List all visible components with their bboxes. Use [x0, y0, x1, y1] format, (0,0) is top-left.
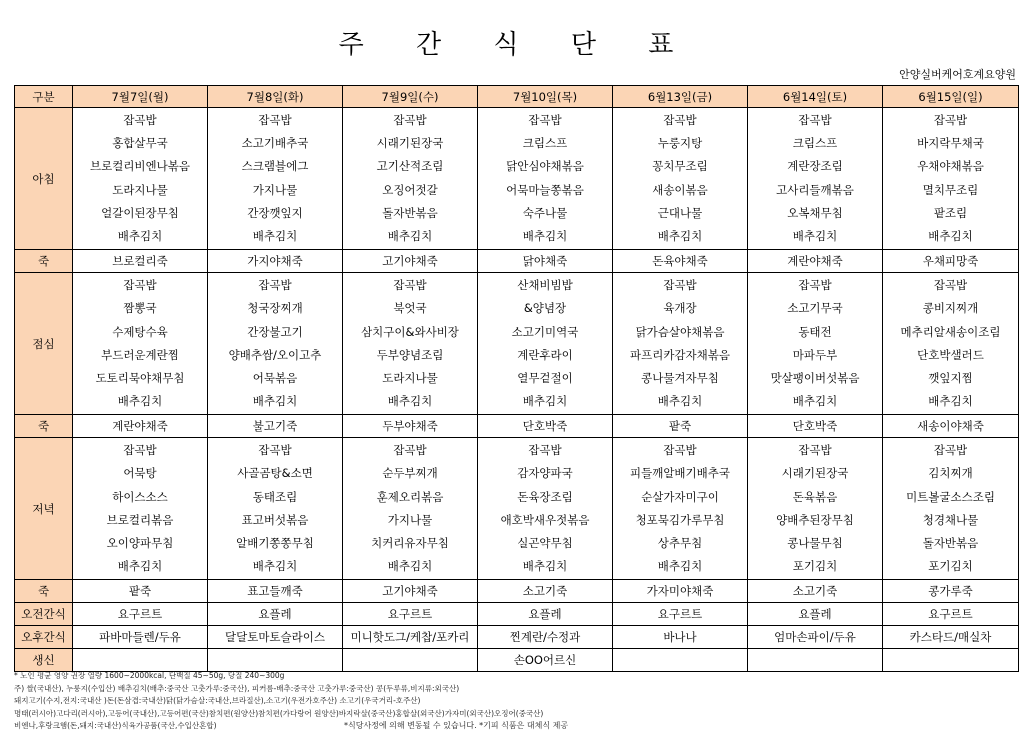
menu-item: 어묵마늘쫑볶음 — [506, 182, 584, 197]
breakfast-day-cell — [208, 108, 343, 250]
menu-item: 배추김치 — [117, 394, 163, 409]
breakfast-day-cell — [748, 108, 883, 250]
menu-item: 잡곡밥 — [258, 113, 292, 127]
menu-item: 멸치무조림 — [922, 182, 979, 197]
menu-item: 팥조림 — [933, 205, 968, 220]
menu-item: 알배기쫑쫑무침 — [236, 536, 314, 550]
menu-item: 잡곡밥 — [258, 278, 292, 293]
day-header: 7월7일(월) — [73, 86, 208, 108]
menu-item: 짬뽕국 — [123, 301, 157, 316]
breakfast-porridge-row — [15, 250, 1019, 273]
menu-item: 간장불고기 — [247, 324, 303, 339]
menu-item: 가지나물 — [252, 182, 298, 197]
menu-item: 동태조림 — [252, 489, 298, 504]
note-line: 명태(러시아)고다리(러시아),고등어(국내산),고등어편(국산)참치편(원양산)참치편(가다랑어 원양산)바지락살(중국산)홍합살(외국산)가자미(외국산)오징어(중국산) — [14, 708, 544, 718]
menu-item: 오징어젓갈 — [382, 182, 438, 197]
menu-item: 잡곡밥 — [933, 113, 968, 127]
lunch-label: 점심 — [15, 273, 73, 415]
dinner-day-cell — [748, 438, 883, 580]
pm-snack-day-cell: 파바마들렌/두유 — [73, 626, 208, 649]
lunch-porridge-day-cell: 단호박죽 — [478, 415, 613, 438]
menu-item: 배추김치 — [387, 394, 433, 409]
menu-item: 잡곡밥 — [123, 443, 157, 458]
note-line: 돼지고기(수지,전지:국내산 )돈(돈삼겹:국내산)닭(닭가슴살:국내산,브라질산),소고기(우전가호주산) 소고기(우국거리-호주산) — [14, 696, 421, 705]
menu-item: 잡곡밥 — [663, 113, 697, 127]
menu-item: 훈제오리볶음 — [376, 489, 444, 504]
breakfast-porridge-day-cell: 닭야채죽 — [478, 250, 613, 273]
breakfast-day-cell — [343, 108, 478, 250]
menu-item: 도토리묵야채무침 — [95, 370, 185, 385]
menu-item: 배추김치 — [522, 394, 568, 409]
lunch-day-cell — [883, 273, 1019, 415]
menu-item: 배추김치 — [522, 559, 568, 574]
am-snack-day-cell: 요구르트 — [883, 603, 1019, 626]
am-snack-day-cell: 요플레 — [478, 603, 613, 626]
dinner-day-cell — [613, 438, 748, 580]
birthday-day-cell — [613, 649, 748, 672]
menu-item: 포기김치 — [928, 559, 973, 574]
menu-item: 소고기배추국 — [241, 136, 309, 151]
breakfast-porridge-day-cell: 가지야채죽 — [208, 250, 343, 273]
menu-item: 고사리들깨볶음 — [776, 182, 854, 197]
menu-item: 고기산적조림 — [376, 159, 444, 174]
menu-item: 숙주나물 — [522, 205, 568, 220]
dinner-porridge-label: 죽 — [15, 580, 73, 603]
menu-item: 바지락무채국 — [917, 136, 984, 151]
page-title: 주 간 식 단 표 — [338, 30, 696, 60]
lunch-porridge-row — [15, 415, 1019, 438]
dinner-porridge-day-cell: 소고기죽 — [478, 580, 613, 603]
lunch-day-cell — [73, 273, 208, 415]
menu-item: 소고기무국 — [787, 301, 843, 316]
weekly-menu-table — [14, 85, 1019, 672]
birthday-day-cell — [748, 649, 883, 672]
am-snack-row — [15, 603, 1019, 626]
menu-item: 배추김치 — [792, 394, 838, 409]
birthday-day-cell — [883, 649, 1019, 672]
lunch-porridge-label: 죽 — [15, 415, 73, 438]
menu-item: 닭안심야채볶음 — [506, 159, 584, 174]
menu-item: 청경채나물 — [922, 512, 979, 527]
menu-item: 양배추된장무침 — [776, 512, 854, 527]
menu-item: 잡곡밥 — [933, 278, 968, 293]
lunch-porridge-day-cell: 단호박죽 — [748, 415, 883, 438]
breakfast-porridge-day-cell: 우채피망죽 — [883, 250, 1019, 273]
dinner-porridge-day-cell: 소고기죽 — [748, 580, 883, 603]
day-header: 7월8일(화) — [208, 86, 343, 108]
menu-item: 치커리유자무침 — [371, 536, 449, 550]
menu-item: 스크램블에그 — [241, 159, 309, 174]
menu-item: 잡곡밥 — [933, 443, 968, 458]
menu-item: 콩나물겨자무침 — [641, 370, 719, 385]
lunch-day-cell — [748, 273, 883, 415]
menu-item: 잡곡밥 — [663, 278, 697, 293]
menu-item: 수제탕수육 — [112, 324, 168, 339]
breakfast-day-cell — [73, 108, 208, 250]
day-header: 6월15일(일) — [883, 86, 1019, 108]
am-snack-label: 오전간식 — [15, 603, 73, 626]
day-header: 7월9일(수) — [343, 86, 478, 108]
dinner-row — [15, 438, 1019, 580]
menu-item: 배추김치 — [792, 228, 838, 243]
pm-snack-day-cell: 달달토마토슬라이스 — [208, 626, 343, 649]
note-line: * 노인 평균 영양 권장 열량 1600~2000kcal, 단백질 45~50g, 당질 240~300g — [14, 671, 285, 680]
lunch-porridge-day-cell: 두부야채죽 — [343, 415, 478, 438]
dinner-day-cell — [478, 438, 613, 580]
menu-item: 잡곡밥 — [393, 113, 427, 127]
dinner-day-cell — [343, 438, 478, 580]
lunch-day-cell — [478, 273, 613, 415]
menu-item: 계란장조림 — [787, 159, 843, 174]
dinner-porridge-day-cell: 고기야채죽 — [343, 580, 478, 603]
menu-item: 맛살팽이버섯볶음 — [770, 370, 860, 385]
am-snack-day-cell: 요구르트 — [343, 603, 478, 626]
menu-item: 잡곡밥 — [258, 443, 292, 458]
menu-item: 순두부찌개 — [382, 466, 438, 481]
menu-item: 배추김치 — [928, 228, 973, 243]
day-header: 6월14일(토) — [748, 86, 883, 108]
menu-item: 산채비빔밥 — [517, 278, 573, 293]
menu-item: 돌자반볶음 — [922, 536, 979, 550]
header-label: 구분 — [15, 86, 73, 108]
menu-item: 표고버섯볶음 — [241, 512, 309, 527]
menu-item: 배추김치 — [252, 559, 298, 574]
menu-item: 간장깻잎지 — [247, 205, 303, 220]
menu-item: 포기김치 — [792, 559, 838, 574]
dinner-day-cell — [208, 438, 343, 580]
menu-item: 근대나물 — [657, 205, 703, 220]
breakfast-porridge-day-cell: 계란야채죽 — [748, 250, 883, 273]
breakfast-row — [15, 108, 1019, 250]
menu-item: 두부양념조림 — [376, 347, 444, 362]
menu-item: &양념장 — [523, 301, 567, 316]
birthday-label: 생신 — [15, 649, 73, 672]
menu-item: 감자양파국 — [517, 466, 573, 481]
menu-item: 배추김치 — [117, 228, 163, 243]
menu-item: 어묵탕 — [123, 466, 157, 481]
menu-item: 애호박새우젓볶음 — [500, 512, 590, 527]
dinner-day-cell — [883, 438, 1019, 580]
lunch-porridge-day-cell: 불고기죽 — [208, 415, 343, 438]
menu-item: 순살가자미구이 — [641, 489, 719, 504]
menu-item: 부드러운계란찜 — [101, 347, 179, 362]
dinner-porridge-day-cell: 가자미야채죽 — [613, 580, 748, 603]
menu-item: 메추리알새송이조림 — [900, 324, 1001, 339]
dinner-day-cell — [73, 438, 208, 580]
menu-item: 브로컬리볶음 — [106, 512, 174, 527]
menu-item: 열무겉절이 — [517, 370, 573, 385]
pm-snack-day-cell: 바나나 — [613, 626, 748, 649]
menu-item: 미트볼굴소스조림 — [906, 489, 995, 504]
breakfast-porridge-day-cell: 고기야채죽 — [343, 250, 478, 273]
menu-item: 잡곡밥 — [528, 443, 562, 458]
menu-item: 실곤약무침 — [517, 536, 573, 550]
pm-snack-row — [15, 626, 1019, 649]
menu-item: 잡곡밥 — [393, 443, 427, 458]
day-header: 7월10일(목) — [478, 86, 613, 108]
menu-item: 배추김치 — [657, 559, 703, 574]
menu-item: 오이양파무침 — [106, 536, 174, 550]
menu-item: 누룽지탕 — [657, 136, 703, 151]
menu-item: 오복채무침 — [787, 205, 843, 220]
dinner-porridge-day-cell: 팥죽 — [73, 580, 208, 603]
menu-item: 시래기된장국 — [376, 136, 444, 151]
menu-item: 잡곡밥 — [123, 278, 157, 293]
menu-item: 배추김치 — [657, 228, 703, 243]
menu-item: 단호박샐러드 — [917, 347, 984, 362]
birthday-row — [15, 649, 1019, 672]
am-snack-day-cell: 요구르트 — [613, 603, 748, 626]
menu-item: 시래기된장국 — [781, 466, 849, 481]
lunch-day-cell — [343, 273, 478, 415]
menu-item: 잡곡밥 — [528, 113, 562, 127]
pm-snack-label: 오후간식 — [15, 626, 73, 649]
menu-item: 소고기미역국 — [511, 324, 579, 339]
menu-item: 피들깨알배기배추국 — [630, 466, 730, 481]
breakfast-day-cell — [478, 108, 613, 250]
menu-item: 잡곡밥 — [393, 278, 427, 293]
birthday-day-cell — [208, 649, 343, 672]
breakfast-day-cell — [613, 108, 748, 250]
menu-item: 계란후라이 — [517, 347, 573, 362]
menu-item: 잡곡밥 — [798, 443, 832, 458]
birthday-day-cell — [73, 649, 208, 672]
day-header: 6월13일(금) — [613, 86, 748, 108]
menu-item: 우채야채볶음 — [917, 159, 984, 174]
birthday-day-cell — [343, 649, 478, 672]
menu-item: 배추김치 — [522, 228, 568, 243]
menu-item: 잡곡밥 — [798, 113, 832, 127]
menu-item: 돈육볶음 — [792, 489, 838, 504]
menu-item: 배추김치 — [928, 394, 973, 409]
menu-item: 잡곡밥 — [663, 443, 697, 458]
lunch-day-cell — [208, 273, 343, 415]
menu-item: 배추김치 — [387, 559, 433, 574]
birthday-day-cell: 손OO어르신 — [478, 649, 613, 672]
menu-item: 꽁치무조림 — [652, 159, 708, 174]
menu-item: 동태전 — [798, 324, 832, 339]
pm-snack-day-cell: 카스타드/매실차 — [883, 626, 1019, 649]
lunch-porridge-day-cell: 팥죽 — [613, 415, 748, 438]
menu-item: 돈육장조림 — [517, 489, 573, 504]
breakfast-porridge-label: 죽 — [15, 250, 73, 273]
am-snack-day-cell: 요구르트 — [73, 603, 208, 626]
organization-name: 안양실버케어호계요양원 — [899, 68, 1016, 81]
menu-item: 청국장찌개 — [247, 301, 303, 316]
menu-item: 배추김치 — [117, 559, 163, 574]
header-row — [15, 86, 1019, 108]
menu-item: 잡곡밥 — [798, 278, 832, 293]
lunch-day-cell — [613, 273, 748, 415]
menu-item: 김치찌개 — [928, 466, 973, 481]
menu-item: 육개장 — [663, 301, 697, 316]
menu-item: 브로컬리비엔나볶음 — [90, 159, 190, 174]
pm-snack-day-cell: 미니핫도그/케찹/포카리 — [343, 626, 478, 649]
menu-item: 사골곰탕&소면 — [237, 466, 313, 481]
menu-item: 콩비지찌개 — [922, 301, 979, 316]
am-snack-day-cell: 요플레 — [208, 603, 343, 626]
lunch-porridge-day-cell: 새송이야채죽 — [883, 415, 1019, 438]
menu-item: 하이스소스 — [112, 489, 168, 504]
menu-item: 얼갈이된장무침 — [101, 205, 179, 220]
breakfast-label: 아침 — [15, 108, 73, 250]
menu-item: 크림스프 — [522, 136, 568, 151]
pm-snack-day-cell: 찐계란/수정과 — [478, 626, 613, 649]
menu-item: 파프리카감자채볶음 — [630, 347, 730, 362]
note-line: 비엔나,후랑크햄(돈,돼지:국내산)식육가공품(국산,수입산혼합) — [14, 721, 217, 730]
menu-item: 북엇국 — [393, 301, 427, 316]
menu-item: 닭가슴살야채볶음 — [635, 324, 725, 339]
menu-item: 도라지나물 — [112, 182, 168, 197]
lunch-row — [15, 273, 1019, 415]
menu-item: 마파두부 — [792, 347, 838, 362]
dinner-porridge-day-cell: 표고들깨죽 — [208, 580, 343, 603]
footer-note: *식당사정에 의해 변동될 수 있습니다. *기피 식품은 대체식 제공 — [344, 721, 569, 730]
am-snack-day-cell: 요플레 — [748, 603, 883, 626]
menu-item: 청포묵김가루무침 — [635, 512, 725, 527]
menu-item: 삼치구이&와사비장 — [361, 324, 459, 339]
breakfast-porridge-day-cell: 브로컬리죽 — [73, 250, 208, 273]
menu-item: 가지나물 — [387, 512, 433, 527]
pm-snack-day-cell: 엄마손파이/두유 — [748, 626, 883, 649]
menu-item: 새송이볶음 — [652, 182, 708, 197]
menu-item: 도라지나물 — [382, 370, 438, 385]
menu-item: 배추김치 — [657, 394, 703, 409]
dinner-label: 저녁 — [15, 438, 73, 580]
menu-item: 배추김치 — [387, 228, 433, 243]
menu-item: 배추김치 — [252, 394, 298, 409]
breakfast-day-cell — [883, 108, 1019, 250]
note-line: 주) 쌀(국내산), 누룽지(수입산) 배추김치(배추:중국산 고춧가루:중국산), 피커름-배추:중국산 고춧가루:중국산) 콩(두루류,비지류:외국산) — [14, 683, 460, 693]
menu-item: 돌자반볶음 — [382, 205, 438, 220]
breakfast-porridge-day-cell: 돈육야채죽 — [613, 250, 748, 273]
menu-item: 크림스프 — [792, 136, 838, 151]
menu-item: 깻잎지찜 — [928, 370, 973, 385]
lunch-porridge-day-cell: 계란야채죽 — [73, 415, 208, 438]
menu-item: 홍합살무국 — [112, 136, 168, 151]
menu-item: 양배추쌈/오이고추 — [228, 347, 322, 362]
menu-item: 상추무침 — [657, 536, 703, 550]
menu-item: 콩나물무침 — [787, 536, 843, 550]
dinner-porridge-row — [15, 580, 1019, 603]
menu-item: 배추김치 — [252, 228, 298, 243]
dinner-porridge-day-cell: 콩가루죽 — [883, 580, 1019, 603]
menu-item: 잡곡밥 — [123, 113, 157, 127]
menu-item: 어묵볶음 — [252, 370, 298, 385]
